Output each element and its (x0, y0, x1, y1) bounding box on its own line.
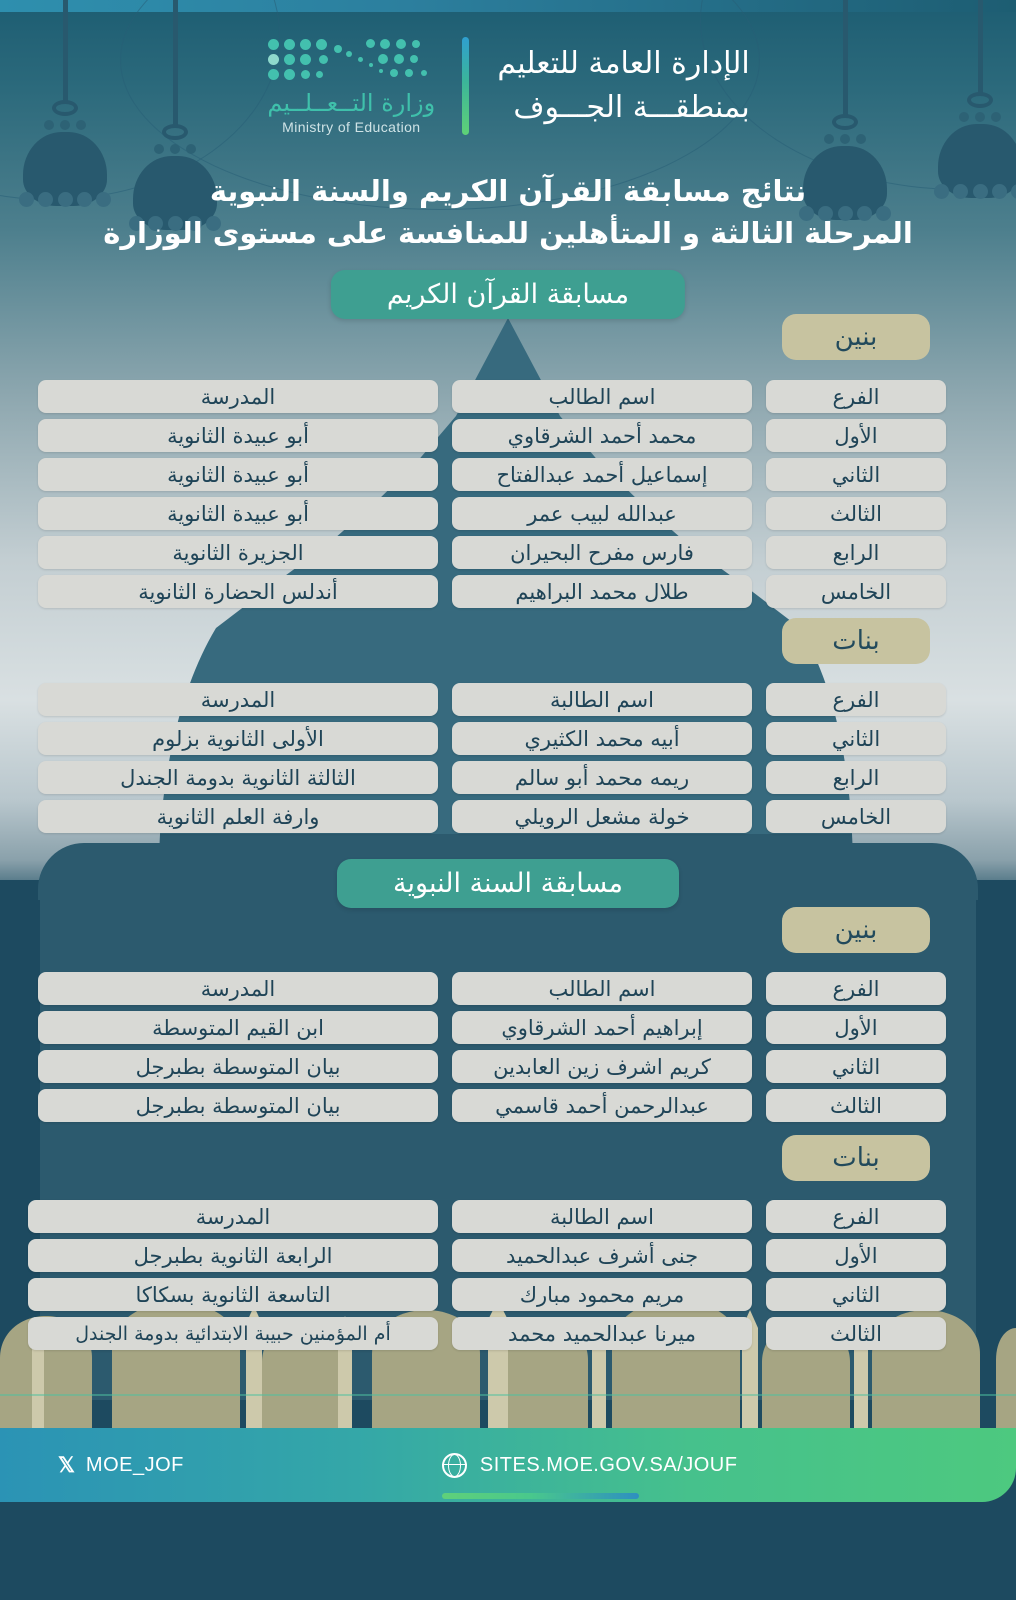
cell-school: أبو عبيدة الثانوية (38, 419, 438, 452)
table-row (38, 1050, 946, 1083)
header-school: المدرسة (28, 1200, 438, 1233)
table-row (38, 458, 946, 491)
cell-name: كريم اشرف زين العابدين (452, 1050, 752, 1083)
organization-name (469, 42, 749, 131)
table-row (38, 536, 946, 569)
cell-name: ميرنا عبدالحميد محمد (452, 1317, 752, 1350)
header-rank: الفرع (766, 972, 946, 1005)
website-link[interactable] (442, 1453, 738, 1478)
cell-school: بيان المتوسطة بطبرجل (38, 1050, 438, 1083)
cell-rank: الثالث (766, 1089, 946, 1122)
cell-rank: الخامس (766, 575, 946, 608)
page-title (0, 170, 1016, 254)
section-title-sunnah: مسابقة السنة النبوية (337, 859, 679, 908)
globe-icon (442, 1453, 467, 1478)
title-line-1: نتائج مسابقة القرآن الكريم والسنة النبوية (209, 174, 807, 208)
header-rank: الفرع (766, 380, 946, 413)
header-school: المدرسة (38, 683, 438, 716)
cell-school: أم المؤمنين حبيبة الابتدائية بدومة الجندل (28, 1317, 438, 1350)
cell-rank: الثالث (766, 497, 946, 530)
cell-name: إبراهيم أحمد الشرقاوي (452, 1011, 752, 1044)
table-row (38, 722, 946, 755)
gender-badge-quran-girls: بنات (782, 618, 930, 664)
x-twitter-icon: 𝕏 (58, 1453, 75, 1477)
ministry-logo (266, 37, 462, 135)
cell-name: ريمه محمد أبو سالم (452, 761, 752, 794)
cell-school: الأولى الثانوية بزلوم (38, 722, 438, 755)
section-title-quran: مسابقة القرآن الكريم (331, 270, 685, 319)
footer-underline-accent (442, 1493, 639, 1499)
org-line-2: بمنطقـــة الجـــوف (513, 90, 750, 125)
org-line-1: الإدارة العامة للتعليم (497, 45, 750, 81)
table-row (38, 1011, 946, 1044)
cell-rank: الثاني (766, 1050, 946, 1083)
cell-name: عبدالرحمن أحمد قاسمي (452, 1089, 752, 1122)
social-handle-label: MOE_JOF (85, 1453, 184, 1476)
table-row (28, 1278, 946, 1311)
table-row (38, 800, 946, 833)
cell-school: أبو عبيدة الثانوية (38, 458, 438, 491)
header-name: اسم الطالب (452, 972, 752, 1005)
header-divider (462, 37, 469, 135)
logo-arabic-text: وزارة التــعــلــيم (267, 89, 436, 117)
table-row (38, 1089, 946, 1122)
table-row (38, 497, 946, 530)
gender-badge-quran-boys: بنين (782, 314, 930, 360)
header-name: اسم الطالبة (452, 683, 752, 716)
header-rank: الفرع (766, 1200, 946, 1233)
cell-rank: الخامس (766, 800, 946, 833)
footer-bar (0, 1428, 1016, 1502)
cell-rank: الثالث (766, 1317, 946, 1350)
table-row (28, 1239, 946, 1272)
cell-school: ابن القيم المتوسطة (38, 1011, 438, 1044)
header-school: المدرسة (38, 380, 438, 413)
cell-name: عبدالله لبيب عمر (452, 497, 752, 530)
header-rank: الفرع (766, 683, 946, 716)
table-row (38, 575, 946, 608)
cell-school: وارفة العلم الثانوية (38, 800, 438, 833)
table-row (38, 761, 946, 794)
website-label: SITES.MOE.GOV.SA/JOUF (479, 1453, 738, 1476)
table-header-row (38, 380, 946, 413)
cell-rank: الثاني (766, 1278, 946, 1311)
header (0, 26, 1016, 146)
cell-name: جنى أشرف عبدالحميد (452, 1239, 752, 1272)
cell-name: محمد أحمد الشرقاوي (452, 419, 752, 452)
cell-school: أندلس الحضارة الثانوية (38, 575, 438, 608)
cell-school: التاسعة الثانوية بسكاكا (28, 1278, 438, 1311)
cell-school: الجزيرة الثانوية (38, 536, 438, 569)
cell-name: مريم محمود مبارك (452, 1278, 752, 1311)
table-header-row (38, 972, 946, 1005)
cell-rank: الرابع (766, 536, 946, 569)
cell-rank: الأول (766, 1011, 946, 1044)
social-handle-link[interactable] (58, 1453, 184, 1478)
cell-rank: الثاني (766, 458, 946, 491)
logo-english-text: Ministry of Education (282, 119, 421, 135)
title-line-2: المرحلة الثالثة و المتأهلين للمنافسة على مستوى الوزارة (103, 216, 913, 251)
header-name: اسم الطالب (452, 380, 752, 413)
header-school: المدرسة (38, 972, 438, 1005)
gender-badge-sunnah-girls: بنات (782, 1135, 930, 1181)
cell-school: الرابعة الثانوية بطبرجل (28, 1239, 438, 1272)
table-header-row (38, 683, 946, 716)
cell-name: طلال محمد البراهيم (452, 575, 752, 608)
cell-rank: الثاني (766, 722, 946, 755)
cell-school: بيان المتوسطة بطبرجل (38, 1089, 438, 1122)
cell-rank: الأول (766, 1239, 946, 1272)
logo-dot-pattern-icon (266, 37, 436, 83)
cell-school: أبو عبيدة الثانوية (38, 497, 438, 530)
cell-rank: الأول (766, 419, 946, 452)
table-row (28, 1317, 946, 1350)
header-name: اسم الطالبة (452, 1200, 752, 1233)
cell-school: الثالثة الثانوية بدومة الجندل (38, 761, 438, 794)
cell-rank: الرابع (766, 761, 946, 794)
cell-name: إسماعيل أحمد عبدالفتاح (452, 458, 752, 491)
table-header-row (28, 1200, 946, 1233)
gender-badge-sunnah-boys: بنين (782, 907, 930, 953)
cell-name: فارس مفرح البحيران (452, 536, 752, 569)
table-row (38, 419, 946, 452)
cell-name: خولة مشعل الرويلي (452, 800, 752, 833)
cell-name: أبيه محمد الكثيري (452, 722, 752, 755)
